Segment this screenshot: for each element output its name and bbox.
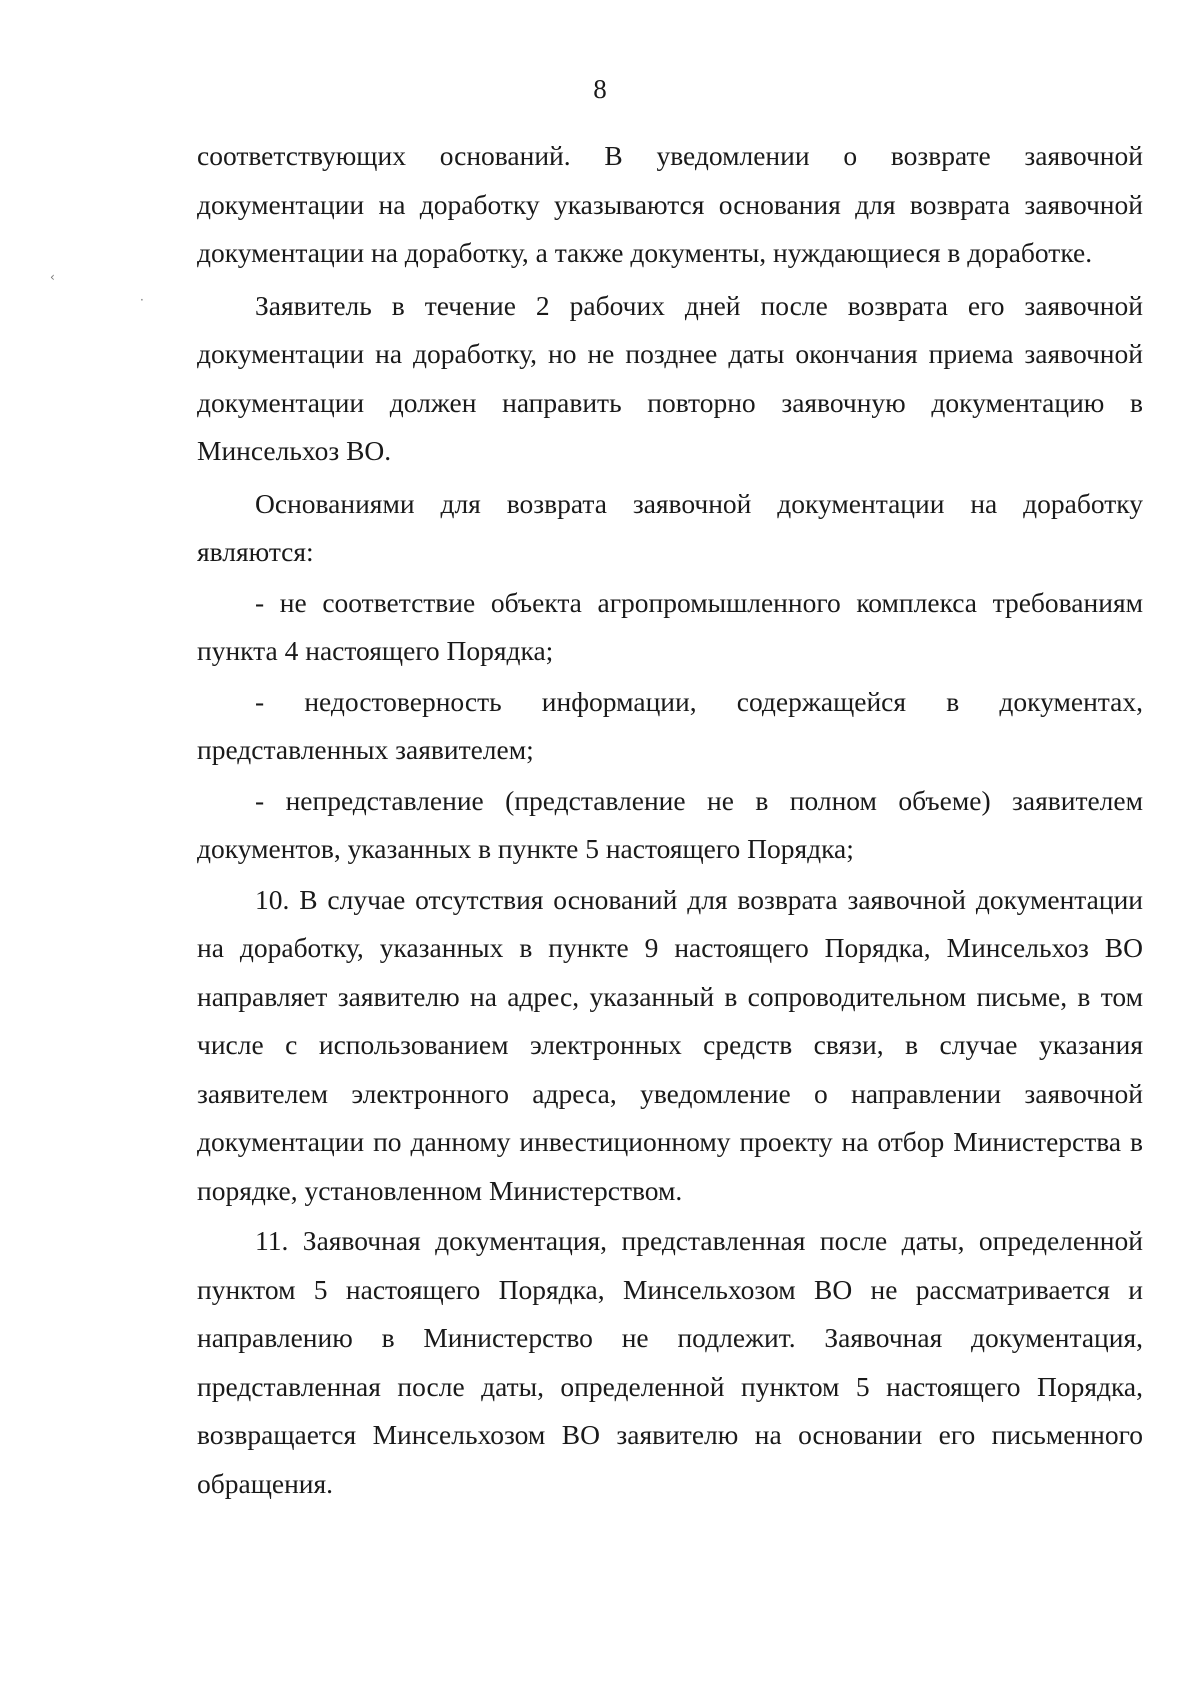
paragraph-1: соответствующих оснований. В уведомлении о возврате заявочной документации на доработку указываются основания для возврата заявочной документации на доработку, а также документы, нуждающиеся в доработке.: [197, 140, 1143, 268]
paragraph-2: Заявитель в течение 2 рабочих дней после возврата его заявочной документации на доработку, но не позднее даты окончания приема заявочной документации должен направить повторно заявочную документацию в Минсельхоз ВО.: [197, 289, 1143, 466]
scan-artifact-dot: ·: [140, 293, 144, 307]
page-number: 8: [593, 74, 607, 104]
list-item-3: - непредставление (представление не в полном объеме) заявителем документов, указанных в пункте 5 настоящего Порядка;: [197, 784, 1143, 864]
scan-artifact-mark: ‹: [50, 270, 55, 284]
document-body: [197, 132, 1143, 1508]
paragraph-clause-10: 10. В случае отсутствия оснований для возврата заявочной документации на доработку, указанных в пункте 9 настоящего Порядка, Минсельхоз ВО направляет заявителю на адрес, указанный в сопроводительном письме, в том числе с использованием электронных средств связи, в случае указания заявителем электронного адреса, уведомление о направлении заявочной документации по данному инвестиционному проекту на отбор Министерства в порядке, установленном Министерством.: [197, 883, 1143, 1206]
list-item-1: - не соответствие объекта агропромышленного комплекса требованиям пункта 4 настоящего Порядка;: [197, 586, 1143, 666]
paragraph-3: Основаниями для возврата заявочной документации на доработку являются:: [197, 487, 1143, 567]
list-item-2: - недостоверность информации, содержащейся в документах, представленных заявителем;: [197, 685, 1143, 765]
paragraph-clause-11: 11. Заявочная документация, представленная после даты, определенной пунктом 5 настоящего Порядка, Минсельхозом ВО не рассматривается и направлению в Министерство не подлежит. Заявочная документация, представленная после даты, определенной пунктом 5 настоящего Порядка, возвращается Минсельхозом ВО заявителю на основании его письменного обращения.: [197, 1225, 1143, 1499]
